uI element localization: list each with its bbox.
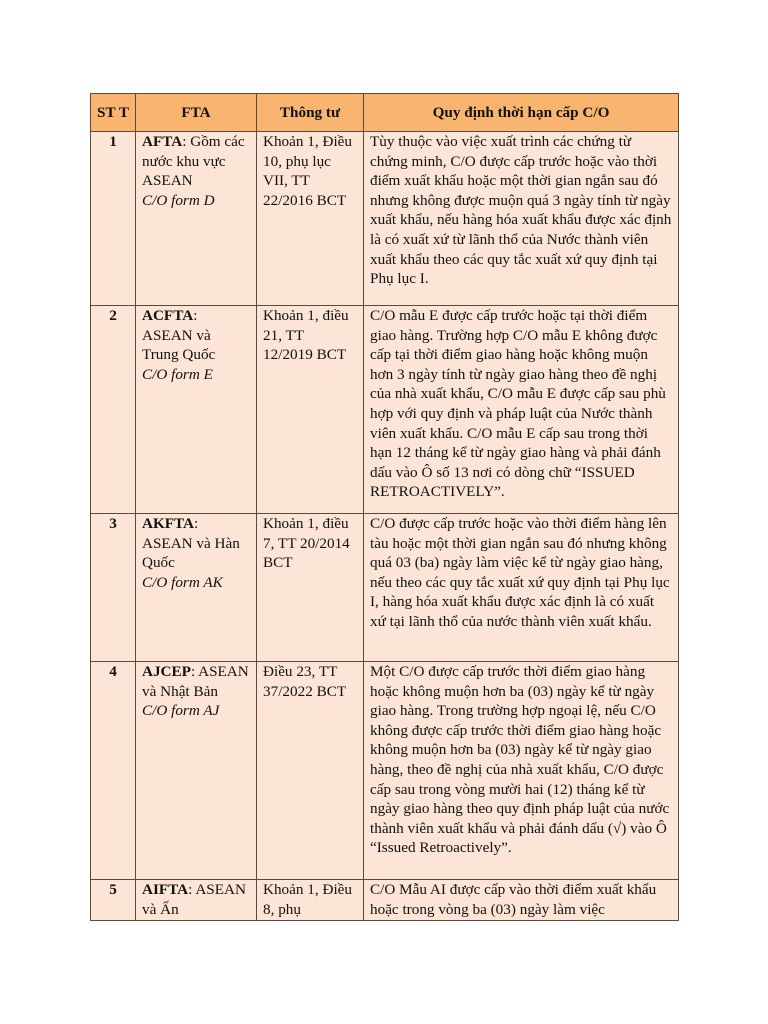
row-quydinh: Một C/O được cấp trước thời điểm giao hàng hoặc không muộn hơn ba (03) ngày kể từ ngày giao hàng. Trong trường hợp ngoại lệ, nếu C/O không được cấp trước thời điểm giao hàng hoặc không muộn hơn ba (03) ngày kể từ ngày giao hàng, theo đề nghị của nhà xuất khẩu, C/O được cấp sau trong vòng mười hai (12) tháng kể từ ngày giao hàng theo quy định pháp luật của nước thành viên xuất khẩu và phải đánh dấu (√) vào Ô “Issued Retroactively”.	[364, 662, 679, 880]
table-row	[91, 662, 679, 880]
table-header-row	[91, 94, 679, 132]
row-fta	[136, 306, 257, 514]
fta-name: AKFTA	[142, 515, 195, 532]
row-fta	[136, 132, 257, 306]
fta-desc: : ASEAN và Trung Quốc	[142, 307, 216, 364]
row-stt: 5	[91, 880, 136, 921]
table-row	[91, 514, 679, 662]
row-stt: 1	[91, 132, 136, 306]
fta-form: C/O form D	[142, 191, 215, 209]
fta-name: ACFTA	[142, 307, 194, 324]
fta-form: C/O form AK	[142, 573, 223, 591]
header-thongtu: Thông tư	[257, 94, 364, 132]
fta-desc: : ASEAN và Ấn	[142, 881, 246, 918]
row-stt: 2	[91, 306, 136, 514]
row-quydinh: C/O được cấp trước hoặc vào thời điểm hàng lên tàu hoặc một thời gian ngắn sau đó nhưng không quá 03 (ba) ngày làm việc kể từ ngày giao hàng, nếu theo các quy tắc xuất xứ quy định tại Phụ lục I, hàng hóa xuất khẩu được xác định là có xuất xứ tại lãnh thổ của nước thành viên xuất khẩu.	[364, 514, 679, 662]
row-fta	[136, 514, 257, 662]
row-fta	[136, 880, 257, 921]
co-regulation-table	[90, 93, 679, 921]
fta-name: AIFTA	[142, 881, 189, 898]
table-row	[91, 880, 679, 921]
row-stt: 3	[91, 514, 136, 662]
row-thongtu: Khoản 1, Điều 8, phụ	[257, 880, 364, 921]
row-stt: 4	[91, 662, 136, 880]
row-thongtu: Khoản 1, điều 21, TT 12/2019 BCT	[257, 306, 364, 514]
table-row	[91, 132, 679, 306]
header-fta: FTA	[136, 94, 257, 132]
fta-form: C/O form AJ	[142, 702, 220, 720]
fta-form: C/O form E	[142, 365, 213, 383]
row-thongtu: Khoản 1, Điều 10, phụ lục VII, TT 22/2016 BCT	[257, 132, 364, 306]
row-quydinh: Tùy thuộc vào việc xuất trình các chứng từ chứng minh, C/O được cấp trước hoặc vào thời điểm xuất khẩu hoặc một thời gian ngắn sau đó nhưng không được muộn quá 3 ngày tính từ ngày xuất khẩu, nếu hàng hóa xuất khẩu được xác định là có xuất xứ từ lãnh thổ của Nước thành viên xuất khẩu theo các quy tắc xuất xứ quy định tại Phụ lục I.	[364, 132, 679, 306]
row-quydinh: C/O mẫu E được cấp trước hoặc tại thời điểm giao hàng. Trường hợp C/O mẫu E không được cấp tại thời điểm giao hàng hoặc không muộn hơn 3 ngày tính từ ngày giao hàng theo đề nghị của nhà xuất khẩu, C/O mẫu E được cấp sau phù hợp với quy định và pháp luật của Nước thành viên xuất khẩu. C/O mẫu E cấp sau trong thời hạn 12 tháng kể từ ngày giao hàng và phải đánh dấu vào Ô số 13 nơi có dòng chữ “ISSUED RETROACTIVELY”.	[364, 306, 679, 514]
header-stt: ST T	[91, 94, 136, 132]
fta-desc: : ASEAN và Nhật Bản	[142, 663, 249, 700]
table-row	[91, 306, 679, 514]
row-thongtu: Khoản 1, điều 7, TT 20/2014 BCT	[257, 514, 364, 662]
fta-name: AFTA	[142, 133, 183, 150]
header-quydinh: Quy định thời hạn cấp C/O	[364, 94, 679, 132]
row-thongtu: Điều 23, TT 37/2022 BCT	[257, 662, 364, 880]
row-quydinh: C/O Mẫu AI được cấp vào thời điểm xuất khẩu hoặc trong vòng ba (03) ngày làm việc	[364, 880, 679, 921]
fta-name: AJCEP	[142, 663, 191, 680]
fta-desc: : Gồm các nước khu vực ASEAN	[142, 133, 245, 190]
row-fta	[136, 662, 257, 880]
fta-desc: : ASEAN và Hàn Quốc	[142, 515, 240, 572]
